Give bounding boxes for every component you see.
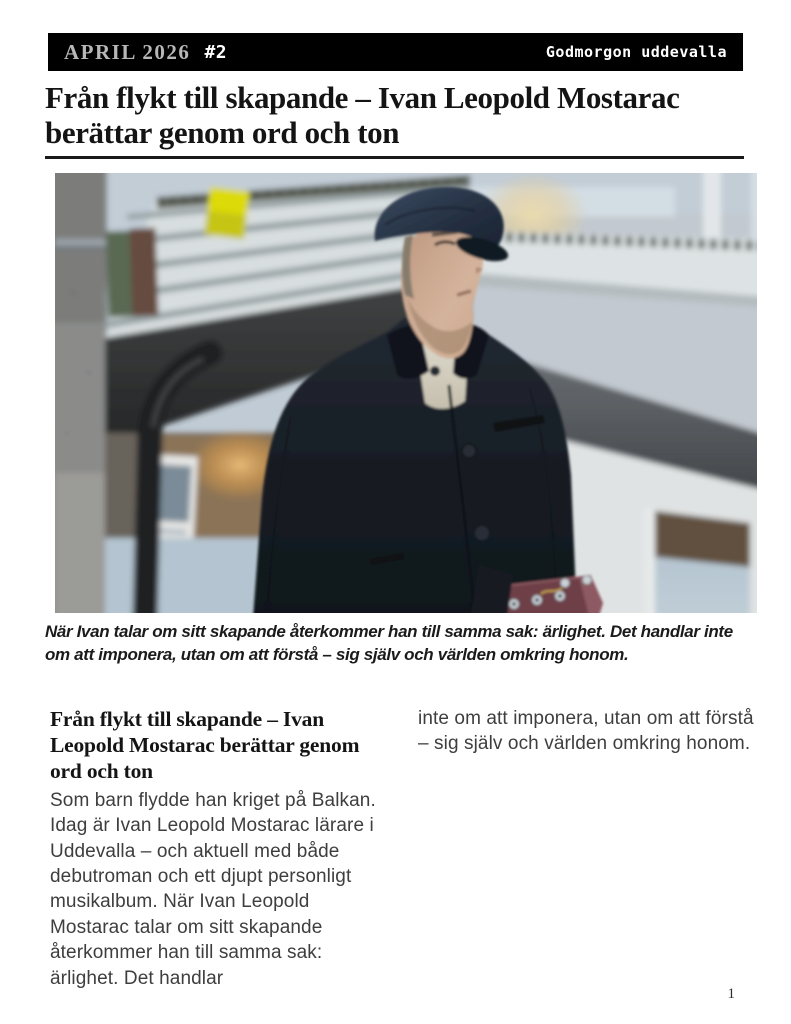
issue-date: APRIL 2026 bbox=[64, 39, 191, 64]
masthead-bar bbox=[48, 33, 743, 71]
column-left bbox=[50, 706, 390, 991]
issue-number: #2 bbox=[204, 41, 228, 63]
body-paragraph-left: Som barn flydde han kriget på Balkan. Idag är Ivan Leopold Mostarac lärare i Uddevalla – och aktuell med både debutroman och ett djupt personligt musikalbum. När Ivan Leopold Mostarac talar om sitt skapande återkommer han till samma sak: ärlighet. Det handlar bbox=[50, 789, 376, 989]
body-paragraph-right: inte om att imponera, utan om att förstå – sig själv och världen omkring honom. bbox=[418, 708, 754, 755]
column-right bbox=[418, 706, 758, 991]
article-subhead: Från flykt till skapande – Ivan Leopold Mostarac berättar genom ord och ton bbox=[50, 707, 360, 784]
article-body bbox=[50, 706, 758, 991]
photo-caption: När Ivan talar om sitt skapande återkommer han till samma sak: ärlighet. Det handlar inte om att imponera, utan om att förstå – sig själv och världen omkring honom. bbox=[45, 622, 733, 664]
page-number: 1 bbox=[727, 986, 735, 1002]
publication-name: Godmorgon uddevalla bbox=[545, 43, 727, 61]
article-headline: Från flykt till skapande – Ivan Leopold Mostarac berättar genom ord och ton bbox=[45, 80, 680, 151]
headline-divider bbox=[45, 156, 744, 159]
article-photo bbox=[55, 173, 757, 613]
photo-illustration bbox=[55, 173, 757, 613]
